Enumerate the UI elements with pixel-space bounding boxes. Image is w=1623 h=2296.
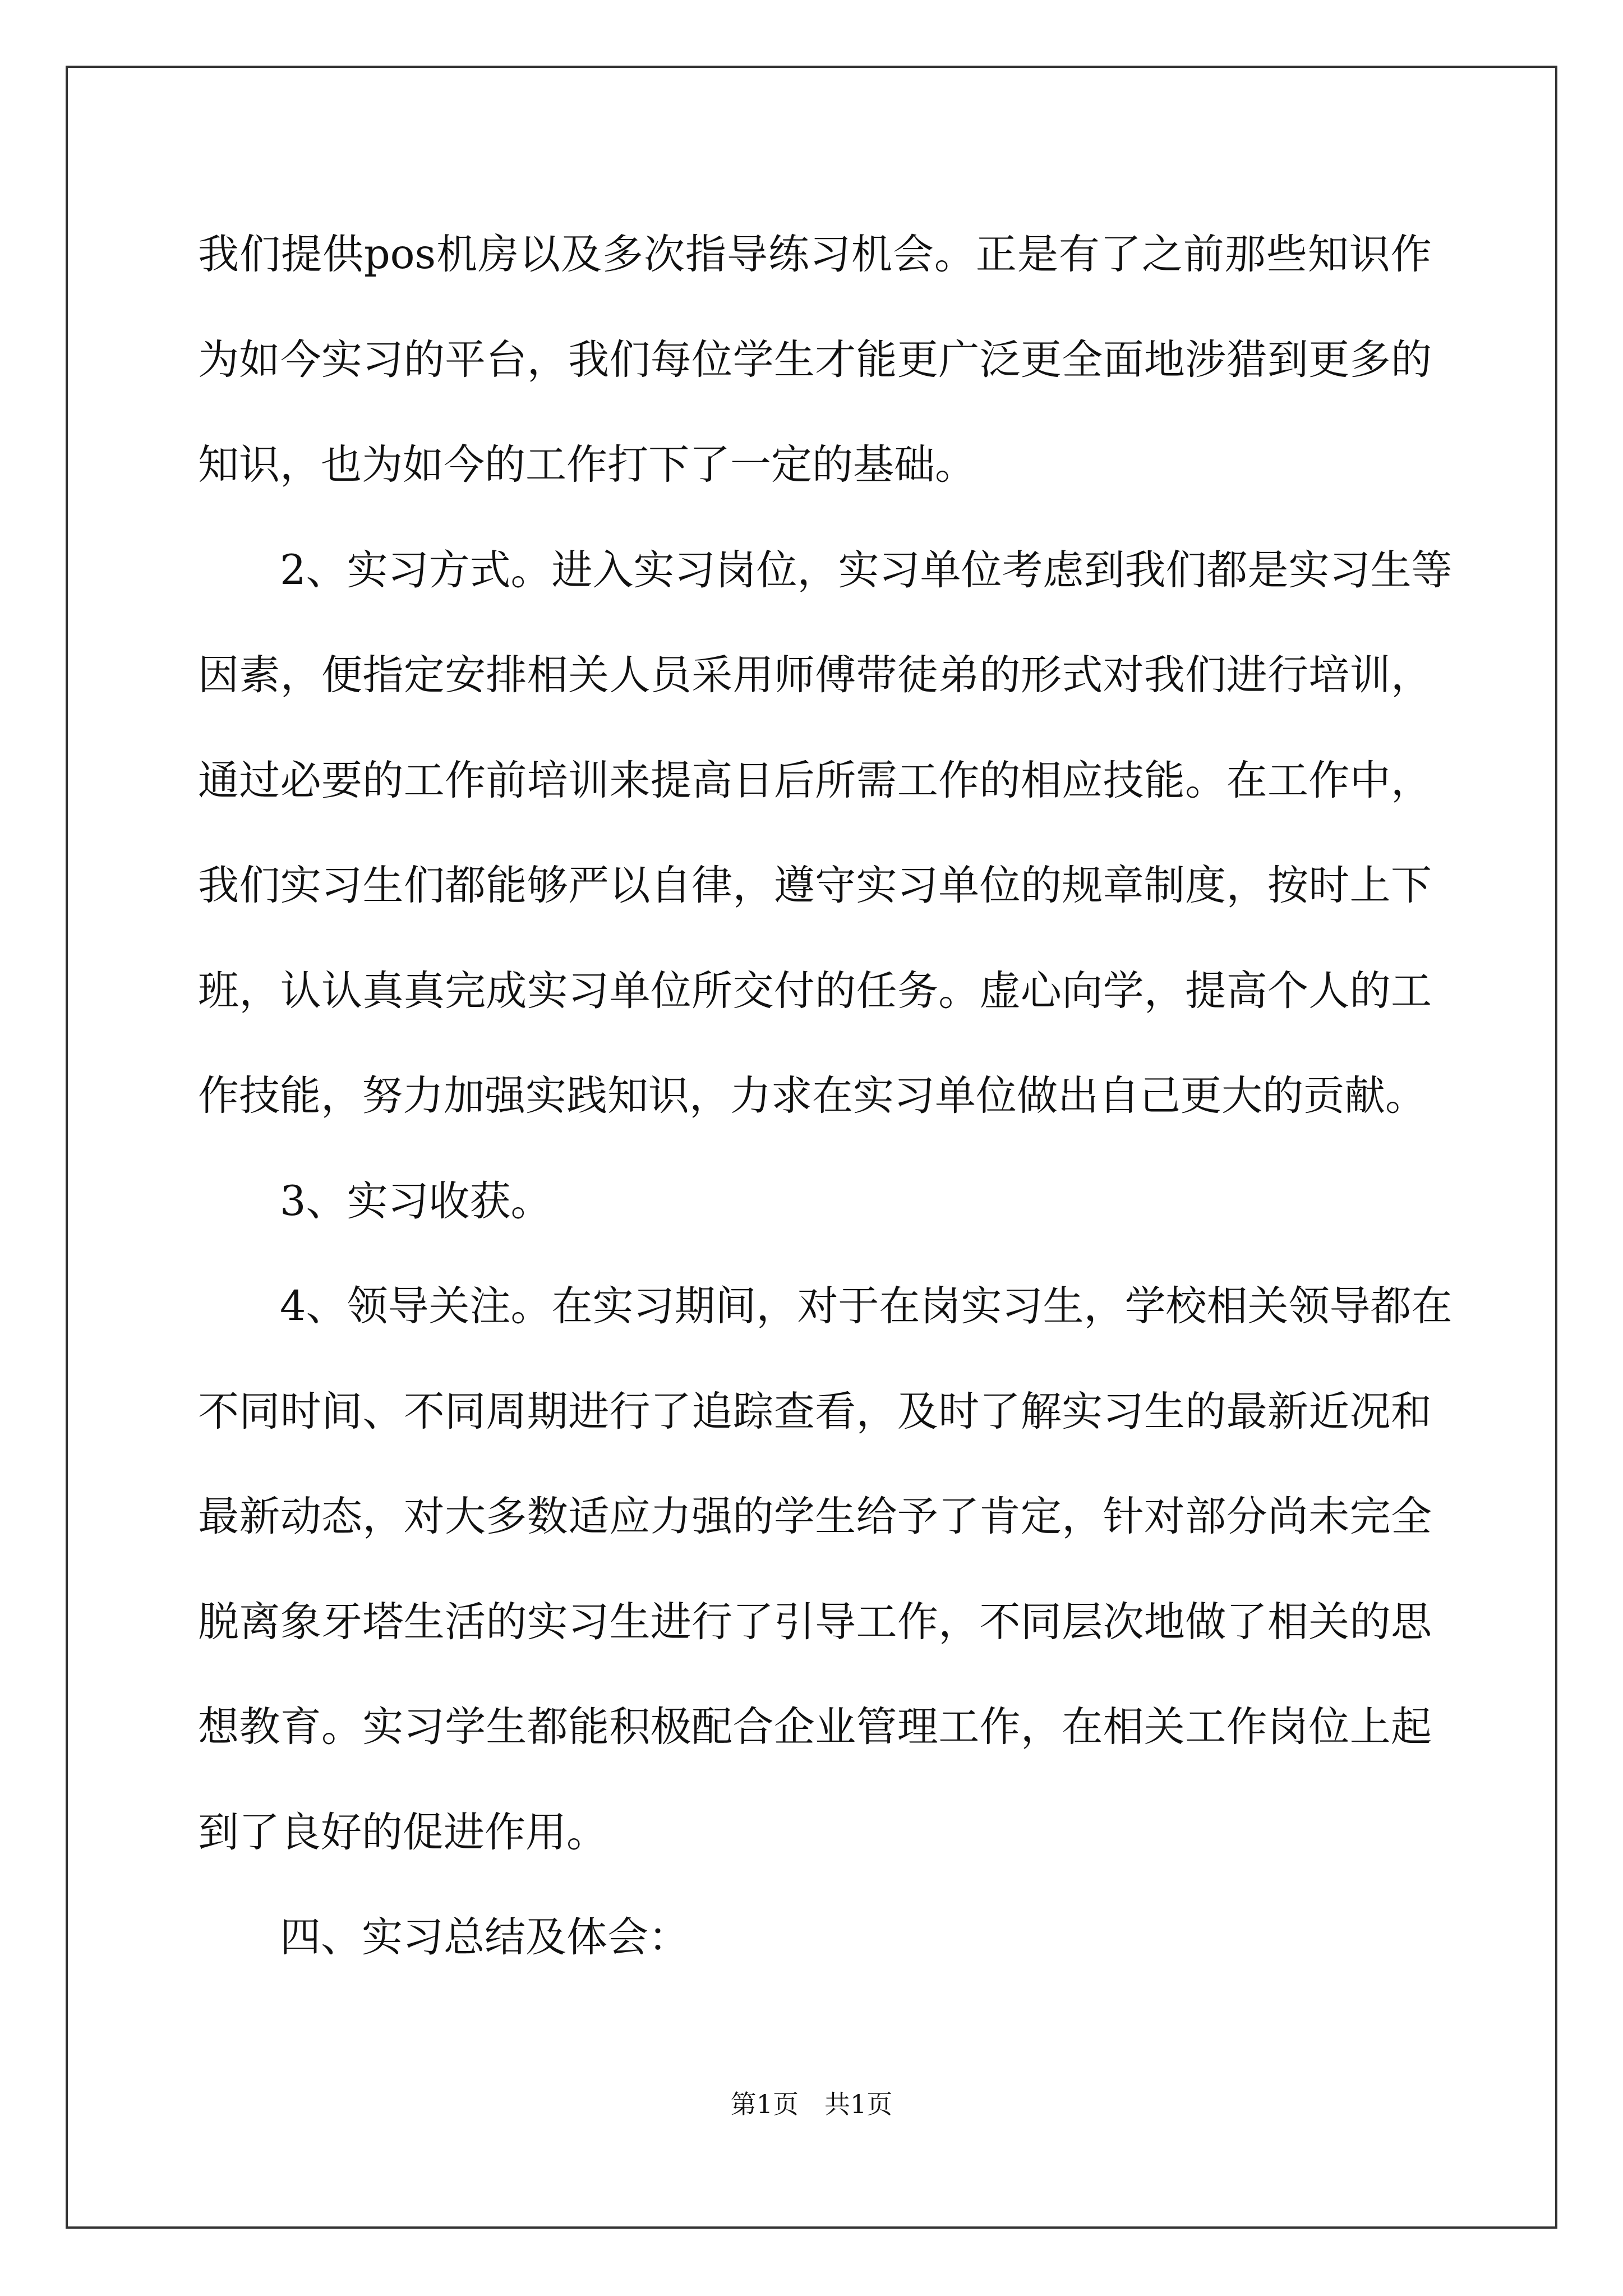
text-line: 为 如 今 实 习 的 平 台 ， 我 们 每 位 学 生 才 能 更 广 泛 更 全 面 地 涉 猎 到 更 多 的: [198, 335, 1432, 384]
text-line: 因 素 ， 便 指 定 安 排 相 关 人 员 采 用 师 傅 带 徒 弟 的 形 式 对 我 们 进 行 培 训 ，: [198, 651, 1432, 699]
paragraph: [198, 1149, 1432, 1254]
text-line: 我 们 实 习 生 们 都 能 够 严 以 自 律 ， 遵 守 实 习 单 位 的 规 章 制 度 ， 按 时 上 下: [198, 862, 1432, 909]
text-line: 四、实习总结及体会：: [280, 1913, 689, 1961]
text-line: 脱 离 象 牙 塔 生 活 的 实 习 生 进 行 了 引 导 工 作 ， 不 同 层 次 地 做 了 相 关 的 思: [198, 1598, 1432, 1646]
page-footer: 第1页 共1页: [730, 2089, 893, 2119]
text-line: 知识，也为如今的工作打下了一定的基础。: [198, 441, 976, 489]
text-line: 通 过 必 要 的 工 作 前 培 训 来 提 高 日 后 所 需 工 作 的 相 应 技 能 。 在 工 作 中 ，: [198, 756, 1432, 804]
text-line: 想 教 育 。 实 习 学 生 都 能 积 极 配 合 企 业 管 理 工 作 ， 在 相 关 工 作 岗 位 上 起: [198, 1703, 1432, 1751]
text-line: 不 同 时 间 、 不 同 周 期 进 行 了 追 踪 查 看 ， 及 时 了 解 实 习 生 的 最 新 近 况 和: [198, 1387, 1432, 1435]
text-line: 我 们 提 供 pos 机 房 以 及 多 次 指 导 练 习 机 会 。 正 是 有 了 之 前 那 些 知 识 作: [198, 231, 1432, 278]
paragraph: [198, 518, 1453, 1149]
text-line: 最 新 动 态 ， 对 大 多 数 适 应 力 强 的 学 生 给 予 了 肯 定 ， 针 对 部 分 尚 未 完 全: [198, 1493, 1432, 1540]
text-line: 3、实习收获。: [280, 1177, 552, 1225]
text-line: 作技能，努力加强实践知识，力求在实习单位做出自己更大的贡献。: [198, 1072, 1426, 1120]
paragraph: [198, 1885, 1432, 1990]
text-line: 班 ， 认 认 真 真 完 成 实 习 单 位 所 交 付 的 任 务 。 虚 心 向 学 ， 提 高 个 人 的 工: [198, 967, 1432, 1015]
paragraph: [198, 202, 1432, 518]
text-line: 到了良好的促进作用。: [198, 1808, 607, 1856]
document-body: [198, 202, 1453, 1990]
text-line: 4 、 领 导 关 注 。 在 实 习 期 间 ， 对 于 在 岗 实 习 生 ， 学 校 相 关 领 导 都 在: [280, 1282, 1453, 1330]
paragraph: [198, 1254, 1453, 1885]
text-line: 2 、 实 习 方 式 。 进 入 实 习 岗 位 ， 实 习 单 位 考 虑 到 我 们 都 是 实 习 生 等: [280, 546, 1453, 594]
